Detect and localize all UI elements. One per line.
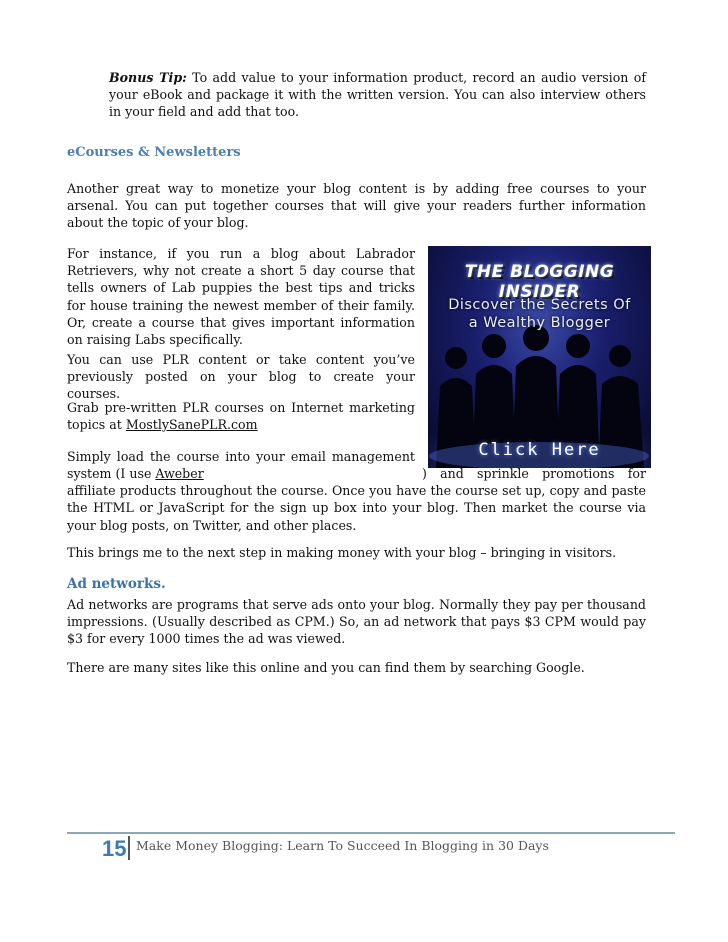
paragraph-next-step: This brings me to the next step in making money with your blog – bringing in visitors. (67, 545, 617, 560)
page-number: 15 (102, 836, 127, 861)
paragraph-example: For instance, if you run a blog about Labrador Retrievers, why not create a short 5 day course that tells owners of Lab puppies the best tips and tricks for house training the newest member of their family. Or, create a course that gives important information on raising Labs specifically. (67, 246, 415, 348)
mostlysaneplr-link[interactable]: MostlySanePLR.com (125, 417, 258, 433)
page-number-divider (128, 836, 130, 860)
ad-subtitle (428, 296, 651, 332)
paragraph-ad-networks: Ad networks are programs that serve ads onto your blog. Normally they pay per thousand impressions. (Usually described as CPM.) So, an ad network that pays $3 CPM would pay $3 for every 1000 times the ad was viewed. (67, 597, 646, 647)
blogging-insider-ad-banner[interactable] (428, 246, 651, 468)
paragraph-load-continued: ) and sprinkle promotions for affiliate products throughout the course. Once you have the course set up, copy and paste the HTML or JavaScript for the sign up box into your blog. Then market the course via your blog posts, on Twitter, and other places. (67, 466, 646, 533)
bonus-tip-label: Bonus Tip: (109, 70, 187, 85)
load-text-a: Simply load the course into your email management system (I use (67, 449, 415, 482)
ad-title: THE BLOGGING INSIDER (464, 262, 615, 302)
footer-title: Make Money Blogging: Learn To Succeed In Blogging in 30 Days (136, 838, 549, 853)
click-here-button[interactable]: Click Here (478, 440, 601, 460)
ad-subtitle-line2: a Wealthy Blogger (468, 315, 611, 331)
paragraph-many-sites: There are many sites like this online and you can find them by searching Google. (67, 660, 585, 675)
section-heading-ecourses: eCourses & Newsletters (67, 145, 241, 160)
bonus-tip-text: To add value to your information product, record an audio version of your eBook and package it with the written version. You can also interview others in your field and add that too. (109, 70, 646, 120)
paragraph-plr: You can use PLR content or take content you’ve previously posted on your blog to create your courses. (67, 352, 415, 402)
paragraph-intro: Another great way to monetize your blog content is by adding free courses to your arsenal. You can put together courses that will give your readers further information about the topic of your blog. (67, 181, 646, 231)
aweber-link[interactable]: Aweber (155, 466, 204, 482)
grab-text: Grab pre-written PLR courses on Internet marketing topics at (67, 400, 415, 433)
ad-subtitle-line1: Discover the Secrets Of (448, 297, 631, 313)
bonus-tip (109, 69, 646, 121)
section-heading-ad-networks: Ad networks. (67, 576, 166, 592)
paragraph-grab (67, 399, 415, 433)
footer-rule (67, 832, 675, 834)
